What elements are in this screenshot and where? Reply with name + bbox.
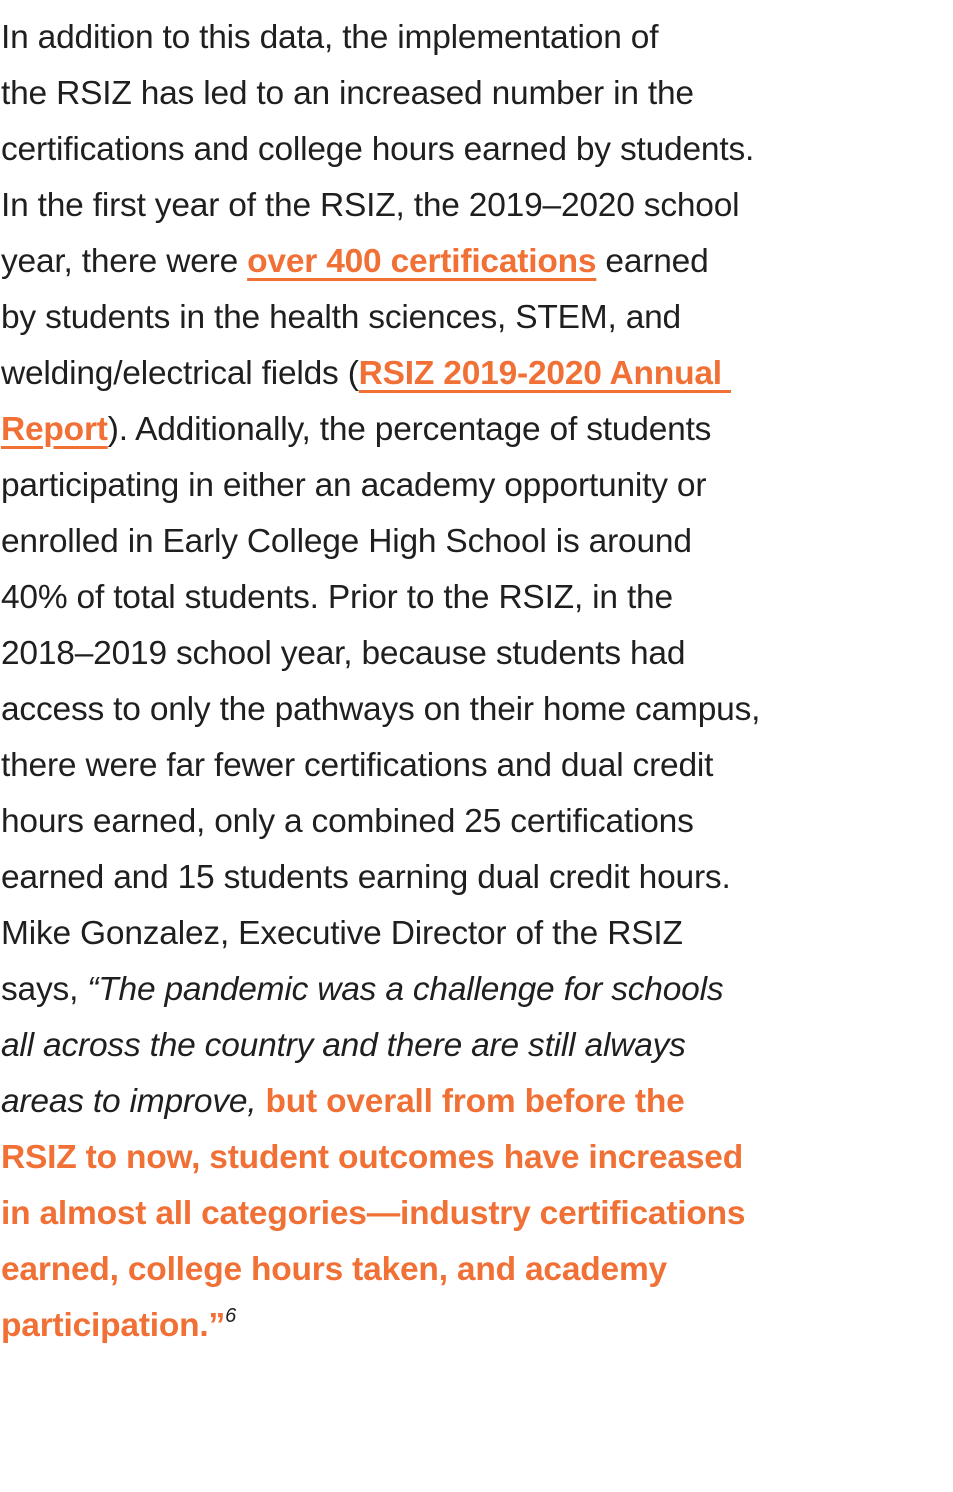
text-line: hours earned, only a combined 25 certifications: [1, 803, 694, 840]
highlight-line: earned, college hours taken, and academy: [1, 1251, 667, 1288]
text-line: earned and 15 students earning dual credit hours.: [1, 859, 731, 896]
text-line: [1, 346, 953, 402]
highlight-line: [1, 1298, 953, 1354]
text-line: certifications and college hours earned by students.: [1, 131, 755, 168]
text-line: by students in the health sciences, STEM, and: [1, 299, 681, 336]
text-line: Mike Gonzalez, Executive Director of the RSIZ: [1, 915, 683, 952]
text-line: the RSIZ has led to an increased number in the: [1, 75, 694, 112]
annual-report-link-cont[interactable]: Report: [1, 411, 108, 448]
quote-line: [1, 1074, 953, 1130]
quote-text: “The pandemic was a challenge for schools: [87, 971, 724, 1008]
article-body: [1, 10, 953, 1354]
annual-report-link[interactable]: RSIZ 2019-2020 Annual: [358, 355, 731, 392]
quote-text: areas to improve,: [1, 1083, 266, 1120]
text-line: access to only the pathways on their home campus,: [1, 691, 761, 728]
text-span: says,: [1, 971, 88, 1008]
text-line: [1, 402, 953, 458]
highlight-text: participation.”: [1, 1307, 226, 1344]
certifications-link[interactable]: over 400 certifications: [247, 243, 597, 280]
text-line: 2018–2019 school year, because students had: [1, 635, 686, 672]
text-line: In the first year of the RSIZ, the 2019–2020 school: [1, 187, 740, 224]
highlight-text: but overall from before the: [265, 1083, 685, 1120]
text-span: year, there were: [1, 243, 248, 280]
text-line: there were far fewer certifications and dual credit: [1, 747, 714, 784]
footnote-ref[interactable]: 6: [225, 1305, 237, 1327]
text-line: 40% of total students. Prior to the RSIZ, in the: [1, 579, 673, 616]
quote-line: [1, 962, 953, 1018]
text-line: In addition to this data, the implementation of: [1, 19, 659, 56]
highlight-line: in almost all categories—industry certifications: [1, 1195, 746, 1232]
text-line: [1, 234, 953, 290]
text-span: welding/electrical fields (: [1, 355, 359, 392]
text-span: ). Additionally, the percentage of students: [107, 411, 712, 448]
text-line: enrolled in Early College High School is around: [1, 523, 692, 560]
highlight-line: RSIZ to now, student outcomes have increased: [1, 1139, 743, 1176]
text-line: participating in either an academy opportunity or: [1, 467, 707, 504]
quote-line: all across the country and there are still always: [1, 1027, 686, 1064]
text-span: earned: [596, 243, 709, 280]
